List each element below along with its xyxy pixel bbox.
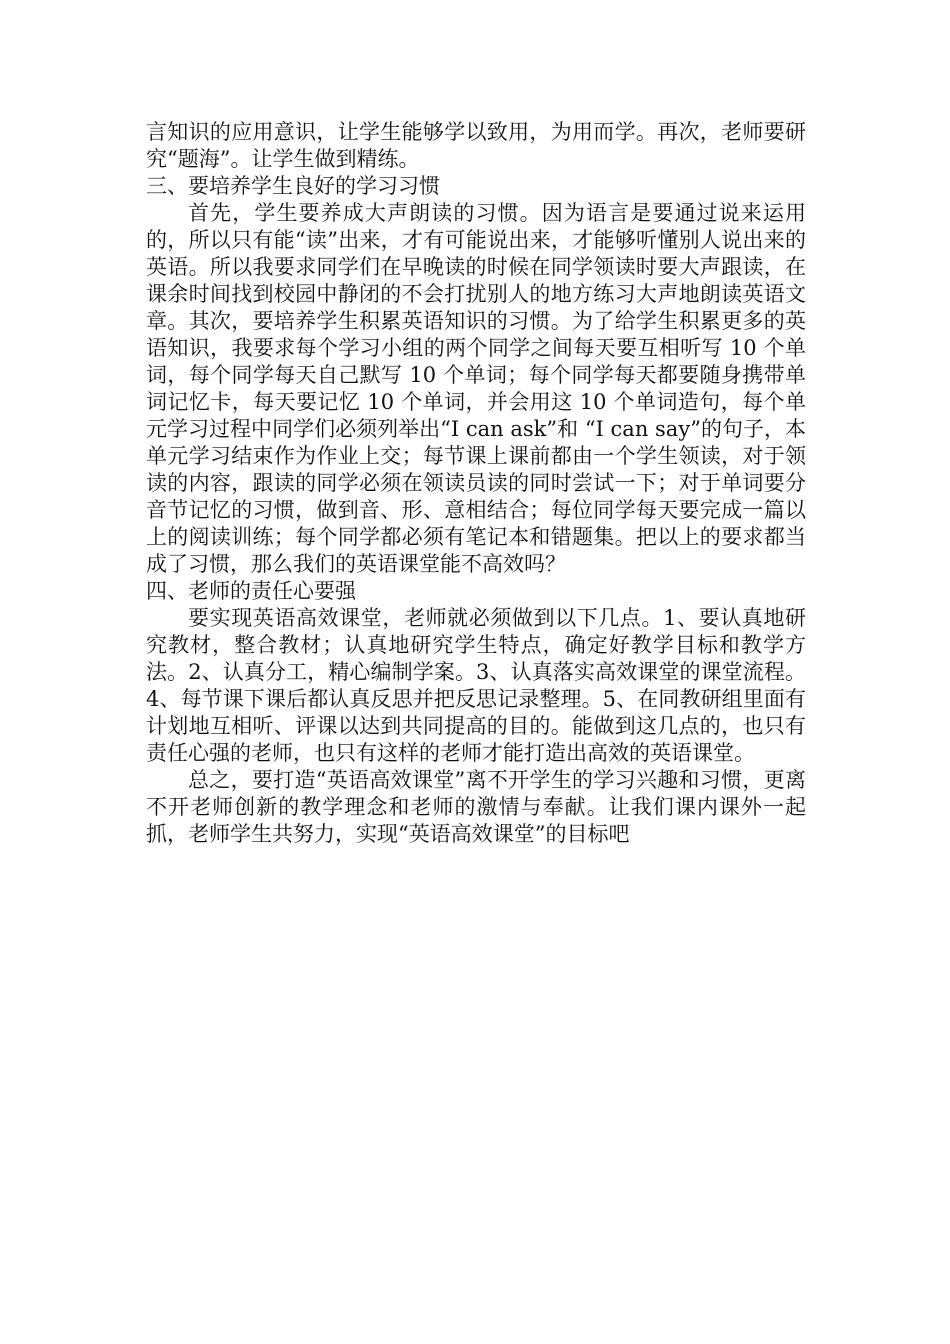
paragraph-teacher-responsibility: 要实现英语高效课堂，老师就必须做到以下几点。1、要认真地研究教材，整合教材；认真地研究学生特点，确定好教学目标和教学方法。2、认真分工，精心编制学案。3、认真落实高效课堂的课堂流程。4、每节课下课后都认真反思并把反思记录整理。5、在同教研组里面有计划地互相听、评课以达到共同提高的目的。能做到这几点的，也只有责任心强的老师，也只有这样的老师才能打造出高效的英语课堂。 <box>146 606 806 765</box>
paragraph-study-habits: 首先，学生要养成大声朗读的习惯。因为语言是要通过说来运用的，所以只有能“读”出来，才有可能说出来，才能够听懂别人说出来的英语。所以我要求同学们在早晚读的时候在同学领读时要大声跟读，在课余时间找到校园中静闭的不会打扰别人的地方练习大声地朗读英语文章。其次，要培养学生积累英语知识的习惯。为了给学生积累更多的英语知识，我要求每个学习小组的两个同学之间每天要互相听写 10 个单词，每个同学每天自己默写 10 个单词；每个同学每天都要随身携带单词记忆卡，每天要记忆 10 个单词，并会用这 10 个单词造句，每个单元学习过程中同学们必须列举出“I can ask”和 “I can say”的句子，本单元学习结束作为作业上交；每节课上课前都由一个学生领读，对于领读的内容，跟读的同学必须在领读员读的同时尝试一下；对于单词要分音节记忆的习惯，做到音、形、意相结合；每位同学每天要完成一篇以上的阅读训练；每个同学都必须有笔记本和错题集。把以上的要求都当成了习惯，那么我们的英语课堂能不高效吗？ <box>146 201 806 576</box>
document-body <box>146 119 806 848</box>
paragraph-continuation: 言知识的应用意识，让学生能够学以致用，为用而学。再次，老师要研究“题海”。让学生做到精练。 <box>146 120 806 171</box>
section-heading-three: 三、要培养学生良好的学习习惯 <box>146 174 440 198</box>
paragraph-conclusion: 总之，要打造“英语高效课堂”离不开学生的学习兴趣和习惯，更离不开老师创新的教学理念和老师的激情与奉献。让我们课内课外一起抓，老师学生共努力，实现“英语高效课堂”的目标吧 <box>146 768 806 846</box>
section-heading-four: 四、老师的责任心要强 <box>146 579 356 603</box>
